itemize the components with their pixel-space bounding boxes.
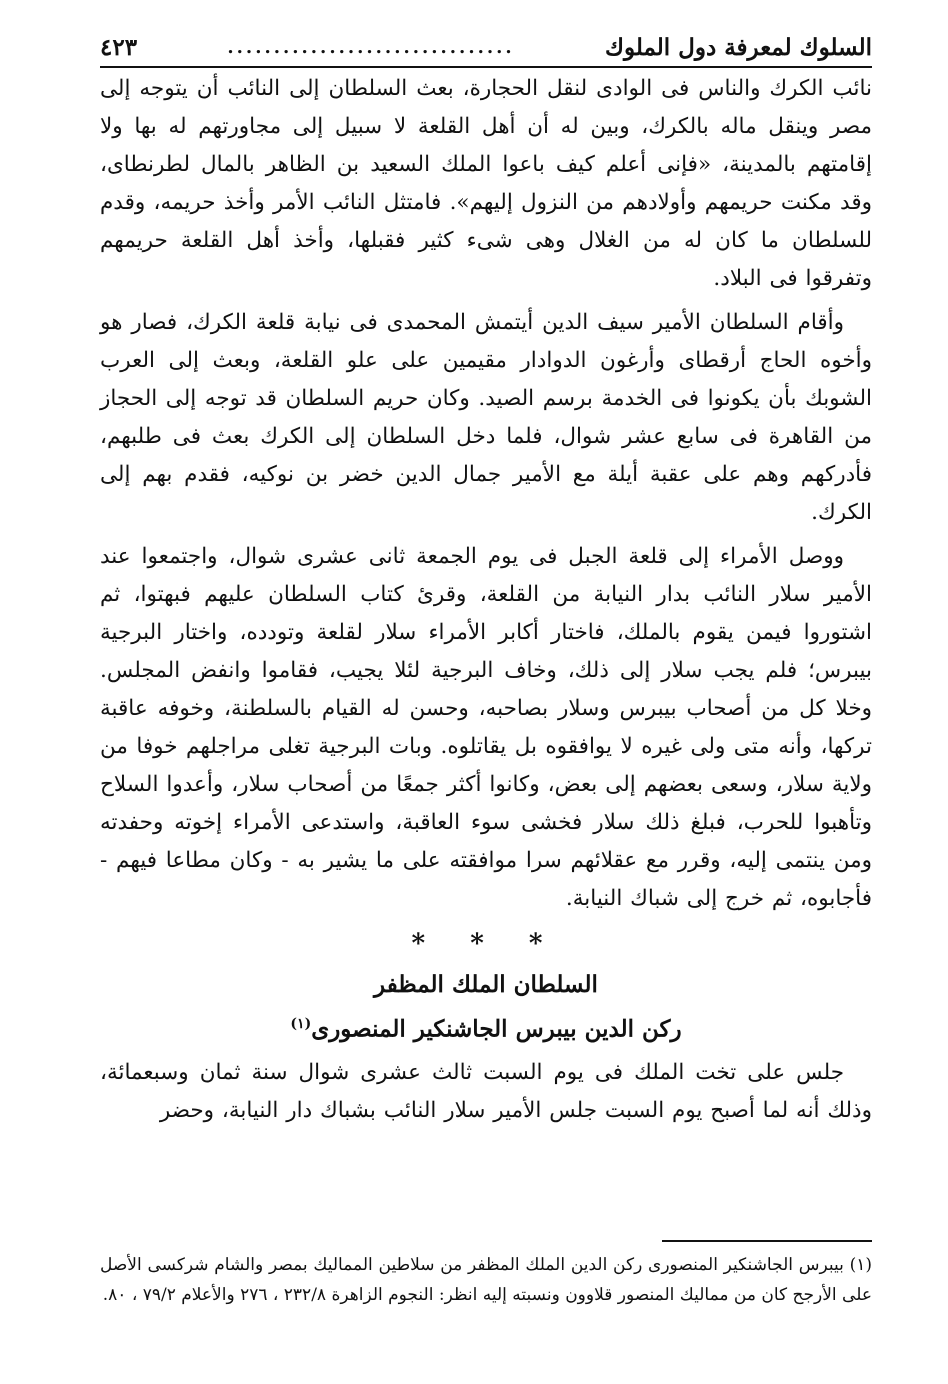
main-text [100,70,872,1130]
paragraph-1: نائب الكرك والناس فى الوادى لنقل الحجارة، بعث السلطان إلى النائب أن يتوجه إلى مصر وينقل ماله بالكرك، وبين له أن أهل القلعة لا سبيل إلى مجاورتهم له بها ولا إقامتهم بالمدينة، «فإنى أعلم كيف باعوا الملك السعيد بن الظاهر بالمال لطرنطاى، وقد مكنت حريمهم وأولادهم من النزول إليهم». فامتثل النائب الأمر وأخذ حريمه، وقدم للسلطان ما كان له من الغلال وهى شىء كثير فقبلها، وأخذ أهل القلعة حريمهم وتفرقوا فى البلاد. [100,76,872,291]
header-leader-dots: ............................... [227,36,515,58]
footnote-rule [662,1240,872,1242]
section-heading-line2 [100,1004,872,1050]
page-number: ٤٢٣ [100,33,138,61]
paragraph-2: وأقام السلطان الأمير سيف الدين أيتمش المحمدى فى نيابة قلعة الكرك، فصار هو وأخوه الحاج أرقطاى وأرغون الدوادار مقيمين على علو القلعة، وبعث إلى العرب الشوبك بأن يكونوا فى الخدمة برسم الصيد. وكان حريم السلطان قد توجه إلى الحجاز من القاهرة فى سابع عشر شوال، فلما دخل السلطان إلى الكرك بعث فى طلبهم، فأدركهم وهم على عقبة أيلة مع الأمير جمال الدين خضر بن نوكيه، فقدم بهم إلى الكرك. [100,310,872,525]
running-header [100,30,872,64]
footnote-reference: (١) [290,1016,312,1032]
section-separator: * * * [411,929,561,959]
section-heading-text: ركن الدين بيبرس الجاشنكير المنصورى [311,1015,682,1043]
header-rule [100,66,872,68]
footnote: (١) بيبرس الجاشنكير المنصورى ركن الدين الملك المظفر من سلاطين المماليك بمصر والشام شركسى الأصل على الأرجح كان من مماليك المنصور قلاوون ونسبته إليه انظر: النجوم الزاهرة ٢٣٢/٨ ، ٢٧٦ والأعلام ٧٩/٢ ، ٨٠. [100,1255,872,1305]
paragraph-3: ووصل الأمراء إلى قلعة الجبل فى يوم الجمعة ثانى عشرى شوال، واجتمعوا عند الأمير سلار النائب بدار النيابة من القلعة، وقرئ كتاب السلطان عليهم فبهتوا، ثم اشتوروا فيمن يقوم بالملك، فاختار أكابر الأمراء سلار لقلعة وتودده، واختار البرجية بيبرس؛ فلم يجب سلار إلى ذلك، وخاف البرجية لئلا يجيب، فقاموا وانفض المجلس. وخلا كل من أصحاب بيبرس وسلار بصاحبه، وحسن له القيام بالسلطنة، وخوفه عاقبة تركها، وأنه متى ولى غيره لا يوافقوه بل يقاتلوه. وبات البرجية تغلى مراجلهم خوفا من ولاية سلار، وسعى بعضهم إلى بعض، وكانوا أكثر جمعًا من أصحاب سلار، وأعدوا السلاح وتأهبوا للحرب، فبلغ ذلك سلار فخشى سوء العاقبة، واستدعى الأمراء إخوته وحفدته ومن ينتمى إليه، وقرر مع عقلائهم سرا موافقته على ما يشير به - وكان مطاعا فيهم - فأجابوه، ثم خرج إلى شباك النيابة. [100,544,872,911]
section-heading-line1: السلطان الملك المظفر [374,971,598,998]
paragraph-4: جلس على تخت الملك فى يوم السبت ثالث عشرى شوال سنة ثمان وسبعمائة، وذلك أنه لما أصبح يوم السبت جلس الأمير سلار النائب بشباك دار النيابة، وحضر [100,1059,872,1123]
book-title: السلوك لمعرفة دول الملوك [604,33,872,61]
